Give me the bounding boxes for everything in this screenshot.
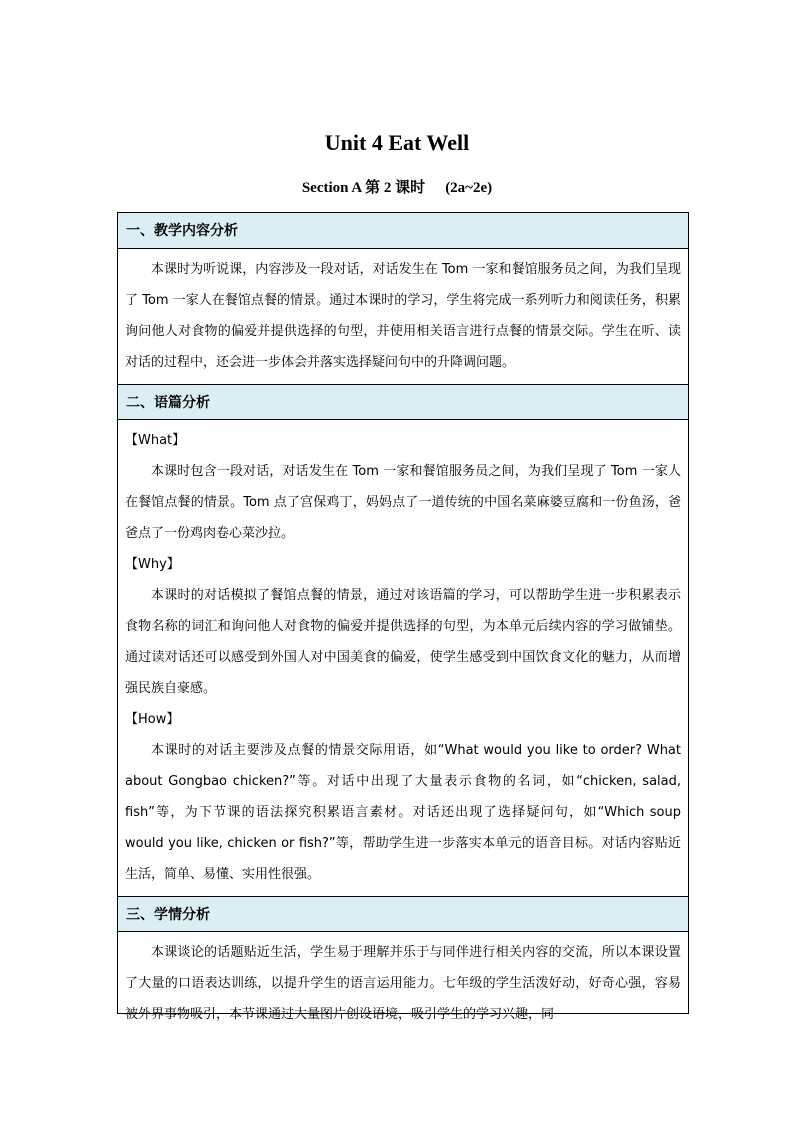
subtitle-range: (2a~2e) — [445, 180, 493, 196]
section-header-content-analysis: 一、教学内容分析 — [118, 213, 688, 249]
how-tag: 【How】 — [125, 712, 180, 727]
subtitle-section: Section A 第 2 课时 — [301, 180, 426, 196]
why-paragraph: 本课时的对话模拟了餐馆点餐的情景，通过对该语篇的学习，可以帮助学生进一步积累表示食物名称的词汇和询问他人对食物的偏爱并提供选择的句型，为本单元后续内容的学习做铺垫。通过读对话还可以感受到外国人对中国美食的偏爱，使学生感受到中国饮食文化的魅力，从而增强民族自豪感。 — [125, 588, 681, 696]
section-body-text-analysis — [118, 420, 688, 896]
page-title: Unit 4 Eat Well — [324, 130, 470, 155]
what-paragraph: 本课时包含一段对话，对话发生在 Tom 一家和餐馆服务员之间，为我们呈现了 Tom 一家人在餐馆点餐的情景。Tom 点了宫保鸡丁，妈妈点了一道传统的中国名菜麻婆豆腐和一份鱼汤，爸爸点了一份鸡肉卷心菜沙拉。 — [125, 464, 681, 541]
section-body-content-analysis — [118, 249, 688, 384]
section-header-learner-analysis: 三、学情分析 — [118, 896, 688, 932]
page-subtitle — [0, 176, 794, 197]
why-tag: 【Why】 — [125, 557, 180, 572]
lesson-plan-table — [117, 212, 689, 1022]
section-body-learner-analysis — [118, 932, 688, 1036]
section-header-text-analysis: 二、语篇分析 — [118, 384, 688, 420]
how-paragraph: 本课时的对话主要涉及点餐的情景交际用语，如“What would you like to order? What about Gongbao chicken?”等。对话中出现了大量表示食物的名词，如“chicken, salad, fish”等，为下节课的语法探究积累语言素材。对话还出现了选择疑问句，如“Which soup would you like, chicken or fish?”等，帮助学生进一步落实本单元的语音目标。对话内容贴近生活，简单、易懂、实用性很强。 — [125, 743, 681, 882]
content-analysis-paragraph: 本课时为听说课，内容涉及一段对话，对话发生在 Tom 一家和餐馆服务员之间，为我们呈现了 Tom 一家人在餐馆点餐的情景。通过本课时的学习，学生将完成一系列听力和阅读任务，积累询问他人对食物的偏爱并提供选择的句型，并使用相关语言进行点餐的情景交际。学生在听、读对话的过程中，还会进一步体会并落实选择疑问句中的升降调问题。 — [125, 262, 681, 370]
learner-analysis-paragraph: 本课谈论的话题贴近生活，学生易于理解并乐于与同伴进行相关内容的交流，所以本课设置了大量的口语表达训练，以提升学生的语言运用能力。七年级的学生活泼好动，好奇心强，容易被外界事物吸引，本节课通过大量图片创设语境，吸引学生的学习兴趣，同 — [125, 945, 681, 1022]
what-tag: 【What】 — [125, 433, 186, 448]
